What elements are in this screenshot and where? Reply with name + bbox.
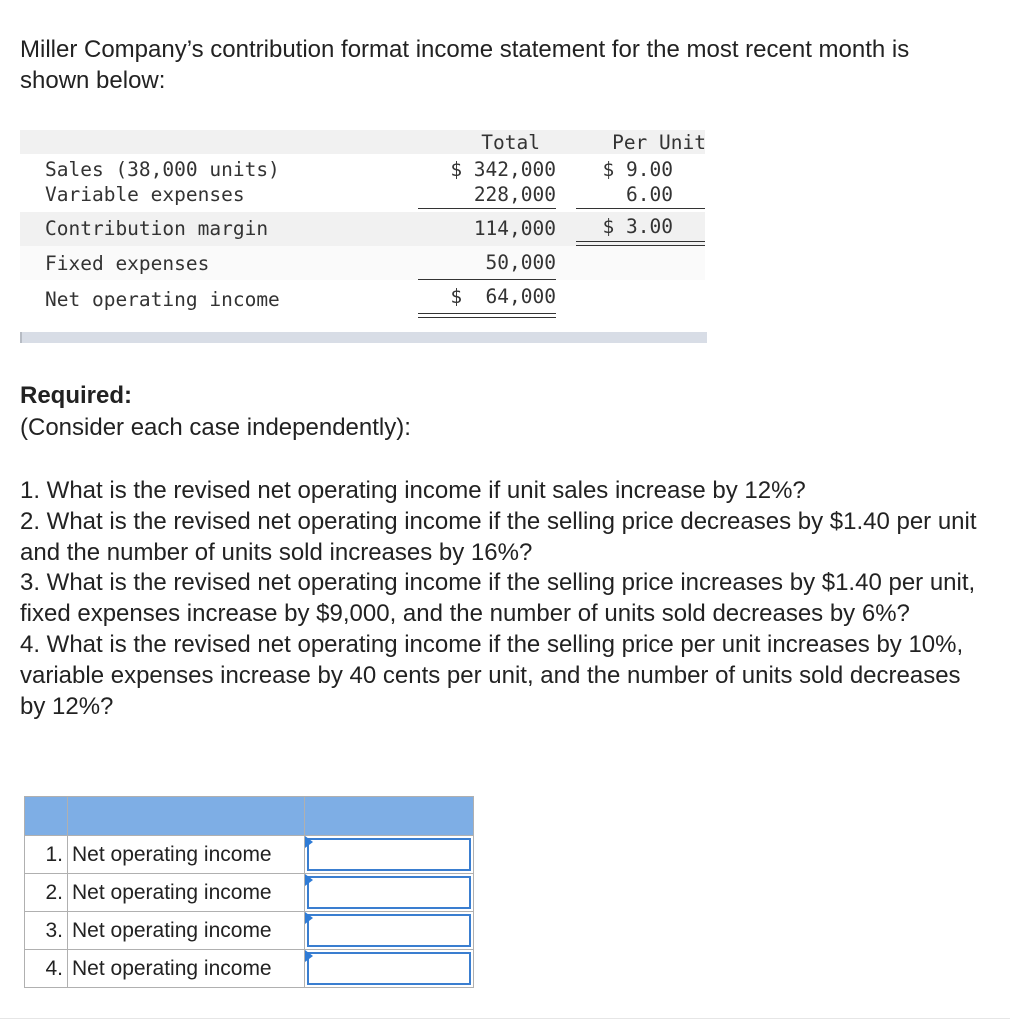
answer-row — [25, 874, 474, 912]
header-per-unit: Per Unit — [612, 131, 706, 154]
statement-header-row — [20, 130, 705, 154]
intro-text: Miller Company’s contribution format income statement for the most recent month is shown below: — [20, 36, 910, 94]
question-1: 1. What is the revised net operating income if unit sales increase by 12%? — [20, 477, 806, 504]
answer-row-number: 3. — [25, 912, 68, 950]
answer-row-number: 1. — [25, 836, 68, 874]
input-marker-icon — [305, 912, 313, 924]
income-statement — [20, 130, 705, 343]
row-label-net: Net operating income — [45, 288, 280, 311]
input-marker-icon — [305, 950, 313, 962]
header-cell-label — [68, 797, 305, 836]
row-total-fixed: 50,000 — [485, 251, 556, 274]
question-4: 4. What is the revised net operating income if the selling price per unit increases by 10%, variable expenses increase by 40 cents per unit, and the number of units sold decreases by 12%? — [20, 630, 964, 720]
header-cell-value — [305, 797, 474, 836]
row-per-unit-variable: 6.00 — [626, 183, 673, 206]
per-unit-subtotal-rule — [576, 208, 705, 209]
row-total-contribution: 114,000 — [473, 217, 556, 240]
answer-row-label: Net operating income — [68, 950, 305, 988]
answer-input-1[interactable] — [307, 838, 471, 871]
required-heading: Required: — [20, 382, 133, 409]
answer-cell — [305, 912, 474, 950]
answer-cell — [305, 836, 474, 874]
row-label-sales: Sales (38,000 units) — [45, 158, 280, 181]
row-total-sales: $ 342,000 — [450, 158, 556, 181]
answer-row-label: Net operating income — [68, 874, 305, 912]
question-2: 2. What is the revised net operating income if the selling price decreases by $1.40 per unit and the number of units sold increases by 16%? — [20, 507, 977, 566]
answer-row-label: Net operating income — [68, 836, 305, 874]
statement-row-sales — [20, 154, 705, 210]
question-3: 3. What is the revised net operating income if the selling price increases by $1.40 per unit, fixed expenses increase by $9,000, and the number of units sold decreases by 6%? — [20, 569, 976, 628]
bottom-divider — [0, 1018, 1010, 1019]
answer-input-2[interactable] — [307, 876, 471, 909]
input-marker-icon — [305, 836, 313, 848]
answer-row-number: 4. — [25, 950, 68, 988]
answer-row-number: 2. — [25, 874, 68, 912]
row-per-unit-contribution: $ 3.00 — [602, 215, 673, 238]
row-label-fixed: Fixed expenses — [45, 252, 210, 275]
header-total: Total — [481, 131, 540, 154]
statement-bottom-bar — [20, 332, 707, 343]
answer-cell — [305, 950, 474, 988]
header-cell-num — [25, 797, 68, 836]
answer-input-4[interactable] — [307, 952, 471, 985]
row-total-net: $ 64,000 — [450, 285, 556, 308]
row-total-variable: 228,000 — [473, 183, 556, 206]
total-subtotal-rule — [418, 208, 556, 209]
question-list — [20, 476, 985, 722]
statement-row-net — [20, 280, 705, 316]
answer-row — [25, 950, 474, 988]
answer-row — [25, 912, 474, 950]
answer-row — [25, 836, 474, 874]
row-label-contribution: Contribution margin — [45, 217, 269, 240]
required-note: (Consider each case independently): — [20, 414, 411, 441]
input-marker-icon — [305, 874, 313, 886]
total-double-rule — [418, 313, 556, 318]
row-per-unit-sales: $ 9.00 — [602, 158, 673, 181]
answer-table — [24, 796, 474, 988]
answer-table-header — [25, 797, 474, 836]
statement-row-fixed — [20, 246, 705, 280]
row-label-variable: Variable expenses — [45, 183, 245, 206]
answer-input-3[interactable] — [307, 914, 471, 947]
answer-cell — [305, 874, 474, 912]
answer-row-label: Net operating income — [68, 912, 305, 950]
